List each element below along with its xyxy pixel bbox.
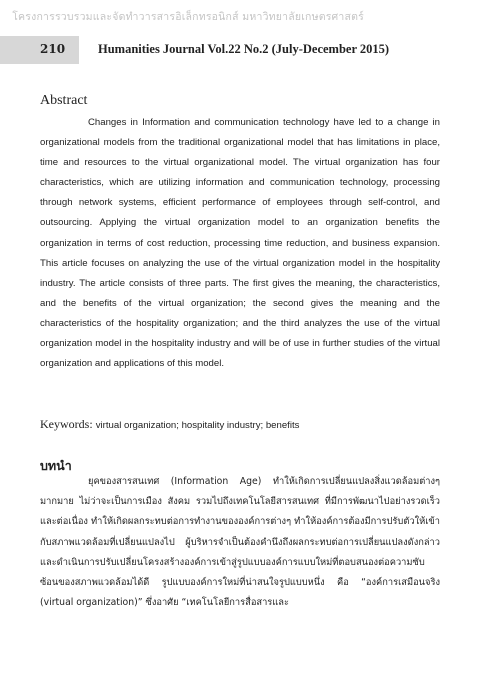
intro-heading: บทนำ	[40, 458, 72, 473]
running-head: Humanities Journal Vol.22 No.2 (July-December 2015)	[98, 42, 390, 56]
watermark: โครงการรวบรวมและจัดทำวารสารอิเล็กทรอนิกส์ มหาวิทยาลัยเกษตรศาสตร์	[12, 11, 364, 23]
keywords-line	[40, 417, 440, 432]
keywords-text: virtual organization; hospitality industry; benefits	[95, 420, 300, 431]
keywords-label: Keywords:	[40, 417, 93, 431]
page-number: 210	[40, 42, 66, 56]
abstract-body: Changes in Information and communication technology have led to a change in organizational models from the traditional organizational model that has limitations in place, time and resources to the virtual organizational model. The virtual organization has four characteristics, which are utilizing information and communication technology, processing through network systems, efficient performance of employees through self-control, and outsourcing. Applying the virtual organization model to an organization benefits the organization in terms of cost reduction, processing time reduction, and business expansion. This article focuses on analyzing the use of the virtual organization model in the hospitality industry. The article consists of three parts. The first gives the meaning, the characteristics, and the benefits of the virtual organization; the second gives the meaning and the characteristics of the hospitality organization; and the third analyzes the use of the virtual organization model in the hospitality industry and will be of use in further studies of the virtual organization and applications of this model.	[40, 117, 440, 370]
abstract-heading: Abstract	[40, 93, 88, 108]
intro-body: ยุคของสารสนเทศ (Information Age) ทำให้เกิดการเปลี่ยนแปลงสิ่งแวดล้อมต่างๆ มากมาย ไม่ว่าจะเป็นการเมือง สังคม รวมไปถึงเทคโนโลยีสารสนเทศ ที่มีการพัฒนาไปอย่างรวดเร็วและต่อเนื่อง ทำให้เกิดผลกระทบต่อการทำงานขององค์การต่างๆ ทำให้องค์การต้องมีการปรับตัวให้เข้ากับสภาพแวดล้อมที่เปลี่ยนแปลงไป ผู้บริหารจำเป็นต้องคำนึงถึงผลกระทบต่อการเปลี่ยนแปลงดังกล่าว และดำเนินการปรับเปลี่ยนโครงสร้างองค์การเข้าสู่รูปแบบองค์การแบบใหม่ที่ตอบสนองต่อความซับซ้อนของสภาพแวดล้อมได้ดี รูปแบบองค์การใหม่ที่น่าสนใจรูปแบบหนึ่ง คือ “องค์การเสมือนจริง (virtual organization)” ซึ่งอาศัย “เทคโนโลยีการสื่อสารและ	[40, 476, 440, 609]
